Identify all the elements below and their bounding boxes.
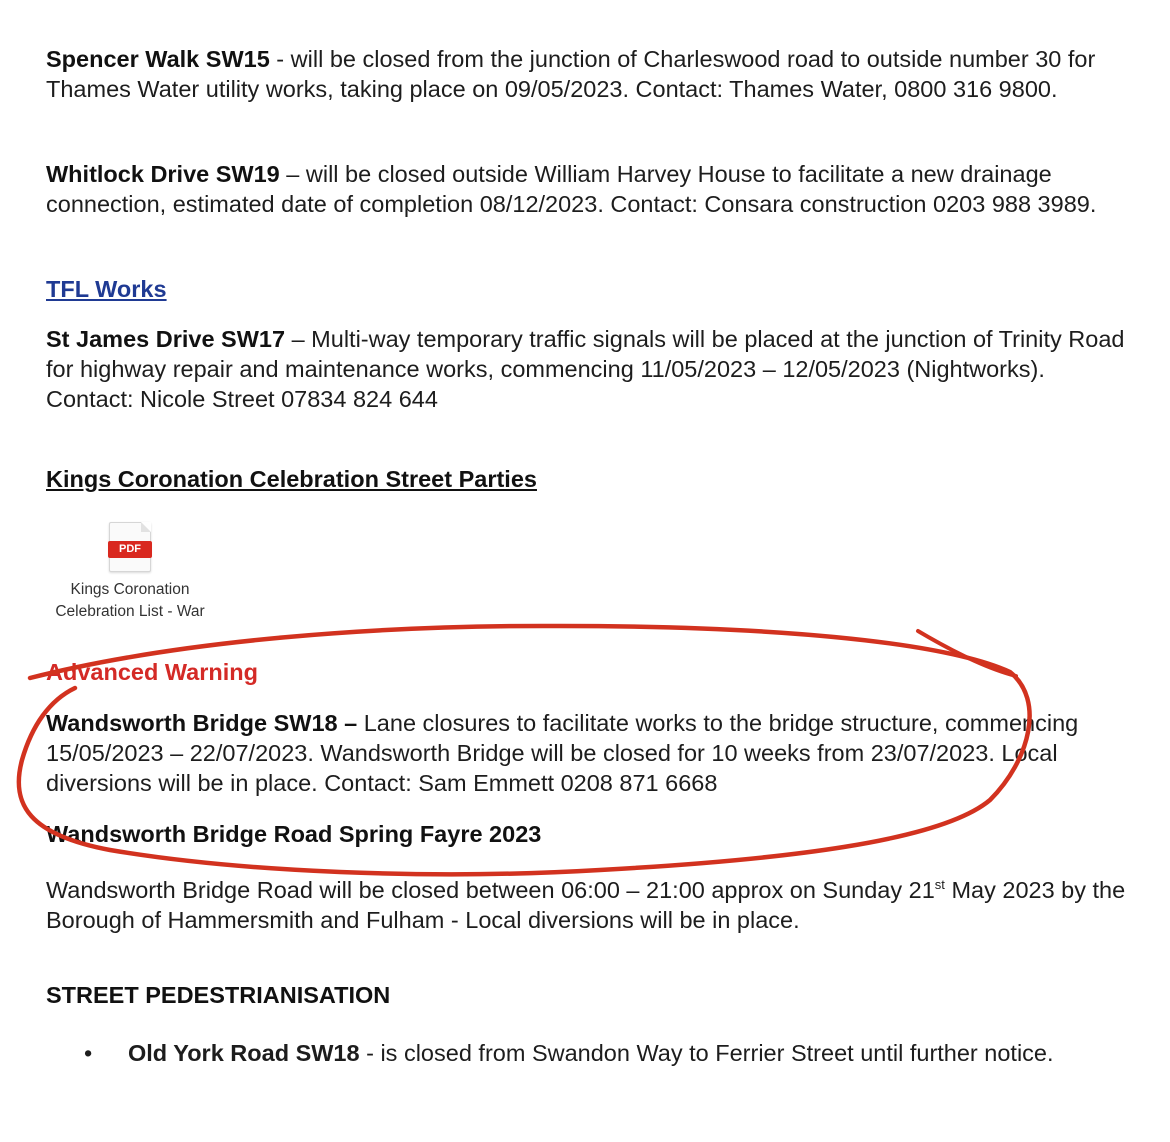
bullet-icon: • [84, 1040, 93, 1066]
spring-fayre-heading: Wandsworth Bridge Road Spring Fayre 2023 [46, 821, 542, 847]
attachment-filename-line1: Kings Coronation [70, 581, 190, 598]
cut-off-text-line [46, 0, 1106, 8]
old-york-road-text-wrap [128, 1038, 1054, 1068]
wandsworth-bridge-title: Wandsworth Bridge SW18 – [46, 710, 358, 736]
tfl-works-heading[interactable]: TFL Works [46, 276, 167, 302]
street-pedestrianisation-heading: STREET PEDESTRIANISATION [46, 982, 391, 1008]
st-james-drive-text: – Multi-way temporary traffic signals will be placed at the junction of Trinity Road for highway repair and maintenance works, commencing 11/05/2023 – 12/05/2023 (Nightworks). Contact: Nicole Street 07834 824 644 [46, 326, 1125, 412]
st-james-drive-title: St James Drive SW17 [46, 326, 286, 352]
wandsworth-bridge-paragraph [46, 708, 1126, 798]
ordinal-superscript: st [934, 877, 945, 892]
advanced-warning-heading: Advanced Warning [46, 659, 258, 685]
old-york-road-text: - is closed from Swandon Way to Ferrier Street until further notice. [359, 1040, 1054, 1066]
spring-fayre-text-end: May 2023 by the Borough of Hammersmith and Fulham - Local diversions will be in place. [46, 876, 1126, 933]
pdf-file-icon[interactable] [109, 522, 151, 572]
whitlock-drive-text: – will be closed outside William Harvey House to facilitate a new drainage connection, estimated date of completion 08/12/2023. Contact: Consara construction 0203 988 3989. [46, 161, 1097, 217]
spencer-walk-title: Spencer Walk SW15 [46, 46, 270, 72]
pdf-badge: PDF [108, 541, 152, 558]
pdf-attachment[interactable] [44, 522, 216, 623]
st-james-drive-paragraph [46, 324, 1126, 414]
spring-fayre-paragraph [46, 870, 1126, 935]
attachment-filename[interactable] [44, 579, 216, 623]
attachment-filename-line2: Celebration List - War [55, 603, 205, 620]
annotation-tail-stroke [918, 631, 1016, 676]
old-york-road-title: Old York Road SW18 [128, 1040, 360, 1066]
kings-coronation-heading: Kings Coronation Celebration Street Parties [46, 466, 537, 492]
spring-fayre-text-start: Wandsworth Bridge Road will be closed between 06:00 – 21:00 approx on Sunday 21 [46, 876, 935, 903]
whitlock-drive-title: Whitlock Drive SW19 [46, 161, 280, 187]
spencer-walk-paragraph [46, 44, 1126, 104]
spencer-walk-text: - will be closed from the junction of Charleswood road to outside number 30 for Thames Water utility works, taking place on 09/05/2023. Contact: Thames Water, 0800 316 9800. [46, 46, 1096, 102]
page-fold [141, 522, 151, 532]
whitlock-drive-paragraph [46, 159, 1126, 219]
wandsworth-bridge-text: Lane closures to facilitate works to the bridge structure, commencing 15/05/2023 – 22/07/2023. Wandsworth Bridge will be closed for 10 weeks from 23/07/2023. Local diversions will be in place. Contact: Sam Emmett 0208 871 6668 [46, 710, 1079, 796]
